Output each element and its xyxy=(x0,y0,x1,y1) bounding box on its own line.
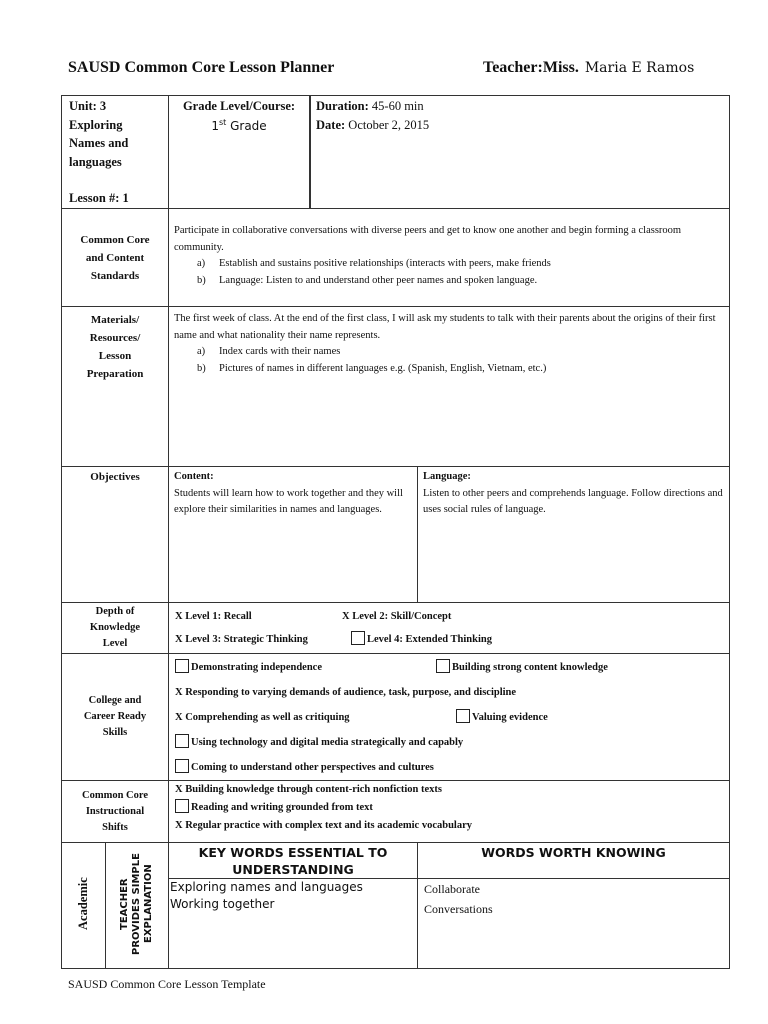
vocab-sub-label: TEACHER PROVIDES SIMPLE EXPLANATION xyxy=(106,843,169,969)
opt-perspectives: Coming to understand other perspectives and cultures xyxy=(191,762,434,773)
materials-intro: The first week of class. At the end of the first class, I will ask my students to talk with their parents about the origins of their first name and what nationality their name represents. xyxy=(174,313,716,341)
ccr-content xyxy=(169,654,730,781)
content-text: Students will learn how to work together and they will explore their similarities in names and languages. xyxy=(174,487,403,515)
perspectives-checkbox[interactable] xyxy=(175,759,189,773)
dok-row xyxy=(62,603,730,654)
unit-title-line: Exploring xyxy=(69,117,123,132)
duration: Duration: 45-60 min xyxy=(316,99,424,113)
dok-level4-checkbox[interactable] xyxy=(351,631,365,645)
objectives-language xyxy=(418,467,730,603)
ccr-label: College and Career Ready Skills xyxy=(62,654,169,781)
worth-words-cell xyxy=(418,843,730,969)
objectives-row xyxy=(62,467,730,603)
standards-label: Common Core and Content Standards xyxy=(62,209,169,307)
vocab-side-label: Academic xyxy=(62,843,106,969)
grade-label: Grade Level/Course: xyxy=(182,99,296,113)
page-footer: SAUSD Common Core Lesson Template xyxy=(68,977,266,991)
key-word: Working together xyxy=(170,897,275,911)
key-words-cell xyxy=(169,843,418,969)
language-text: Listen to other peers and comprehends language. Follow directions and uses social rules of language. xyxy=(423,487,723,515)
vocab-row xyxy=(62,843,730,969)
unit-row xyxy=(62,96,730,209)
key-words-header: KEY WORDS ESSENTIAL TO UNDERSTANDING xyxy=(169,843,417,879)
opt-evidence: Valuing evidence xyxy=(472,712,548,723)
grade-value: 1st Grade xyxy=(211,118,267,133)
language-label: Language: xyxy=(423,471,471,482)
dok-level1: X Level 1: Recall xyxy=(175,611,252,622)
grade-cell xyxy=(169,96,310,209)
worth-words-header: WORDS WORTH KNOWING xyxy=(418,843,729,879)
shift-opt1: X Building knowledge through content-rich nonfiction texts xyxy=(175,784,443,795)
objectives-content xyxy=(169,467,418,603)
opt-independence: Demonstrating independence xyxy=(191,662,322,673)
unit-cell xyxy=(62,96,169,209)
content-knowledge-checkbox[interactable] xyxy=(436,659,450,673)
duration-date-cell xyxy=(310,96,730,209)
independence-checkbox[interactable] xyxy=(175,659,189,673)
materials-content xyxy=(169,307,730,467)
opt-content-knowledge: Building strong content knowledge xyxy=(452,662,608,673)
unit-title-line: Names and xyxy=(69,136,129,150)
standards-row xyxy=(62,209,730,307)
shift-opt3: X Regular practice with complex text and its academic vocabulary xyxy=(175,820,472,831)
shifts-label: Common Core Instructional Shifts xyxy=(62,781,169,843)
list-item: b) Language: Listen to and understand other peer names and spoken language. xyxy=(197,274,538,286)
list-item: a) Index cards with their names xyxy=(197,346,341,357)
teacher-label: Teacher:Miss. xyxy=(483,59,579,76)
opt-comprehending: X Comprehending as well as critiquing xyxy=(175,712,350,723)
dok-level3: X Level 3: Strategic Thinking xyxy=(175,634,308,645)
teacher-name: Maria E Ramos xyxy=(584,60,695,76)
standards-content xyxy=(169,209,730,307)
list-item: b) Pictures of names in different languages e.g. (Spanish, English, Vietnam, etc.) xyxy=(197,362,547,374)
lesson-number: Lesson #: 1 xyxy=(69,191,129,205)
ccr-row xyxy=(62,654,730,781)
materials-row xyxy=(62,307,730,467)
dok-level4: Level 4: Extended Thinking xyxy=(367,634,492,645)
shifts-row xyxy=(62,781,730,843)
unit-label: Unit: 3 xyxy=(69,99,107,113)
page-title: SAUSD Common Core Lesson Planner xyxy=(68,59,335,76)
lesson-plan-table xyxy=(61,95,730,969)
materials-label: Materials/ Resources/ Lesson Preparation xyxy=(62,307,169,467)
opt-responding: X Responding to varying demands of audience, task, purpose, and discipline xyxy=(175,687,517,698)
dok-level2: X Level 2: Skill/Concept xyxy=(342,611,452,622)
shifts-content xyxy=(169,781,730,843)
shift-opt2: Reading and writing grounded from text xyxy=(191,802,373,813)
objectives-label: Objectives xyxy=(62,467,169,603)
teacher-heading xyxy=(483,59,694,77)
worth-word: Conversations xyxy=(424,902,493,916)
date: Date: October 2, 2015 xyxy=(316,117,430,132)
content-label: Content: xyxy=(174,471,214,482)
dok-content xyxy=(169,603,730,654)
dok-label: Depth of Knowledge Level xyxy=(62,603,169,654)
reading-writing-checkbox[interactable] xyxy=(175,799,189,813)
opt-technology: Using technology and digital media strategically and capably xyxy=(191,737,464,748)
standards-intro: Participate in collaborative conversations with diverse peers and get to know one another and begin forming a classroom community. xyxy=(174,225,682,253)
worth-word: Collaborate xyxy=(424,882,480,896)
evidence-checkbox[interactable] xyxy=(456,709,470,723)
technology-checkbox[interactable] xyxy=(175,734,189,748)
list-item: a) Establish and sustains positive relationships (interacts with peers, make friends xyxy=(197,258,551,269)
key-word: Exploring names and languages xyxy=(170,880,363,894)
unit-title-line: languages xyxy=(69,154,122,169)
